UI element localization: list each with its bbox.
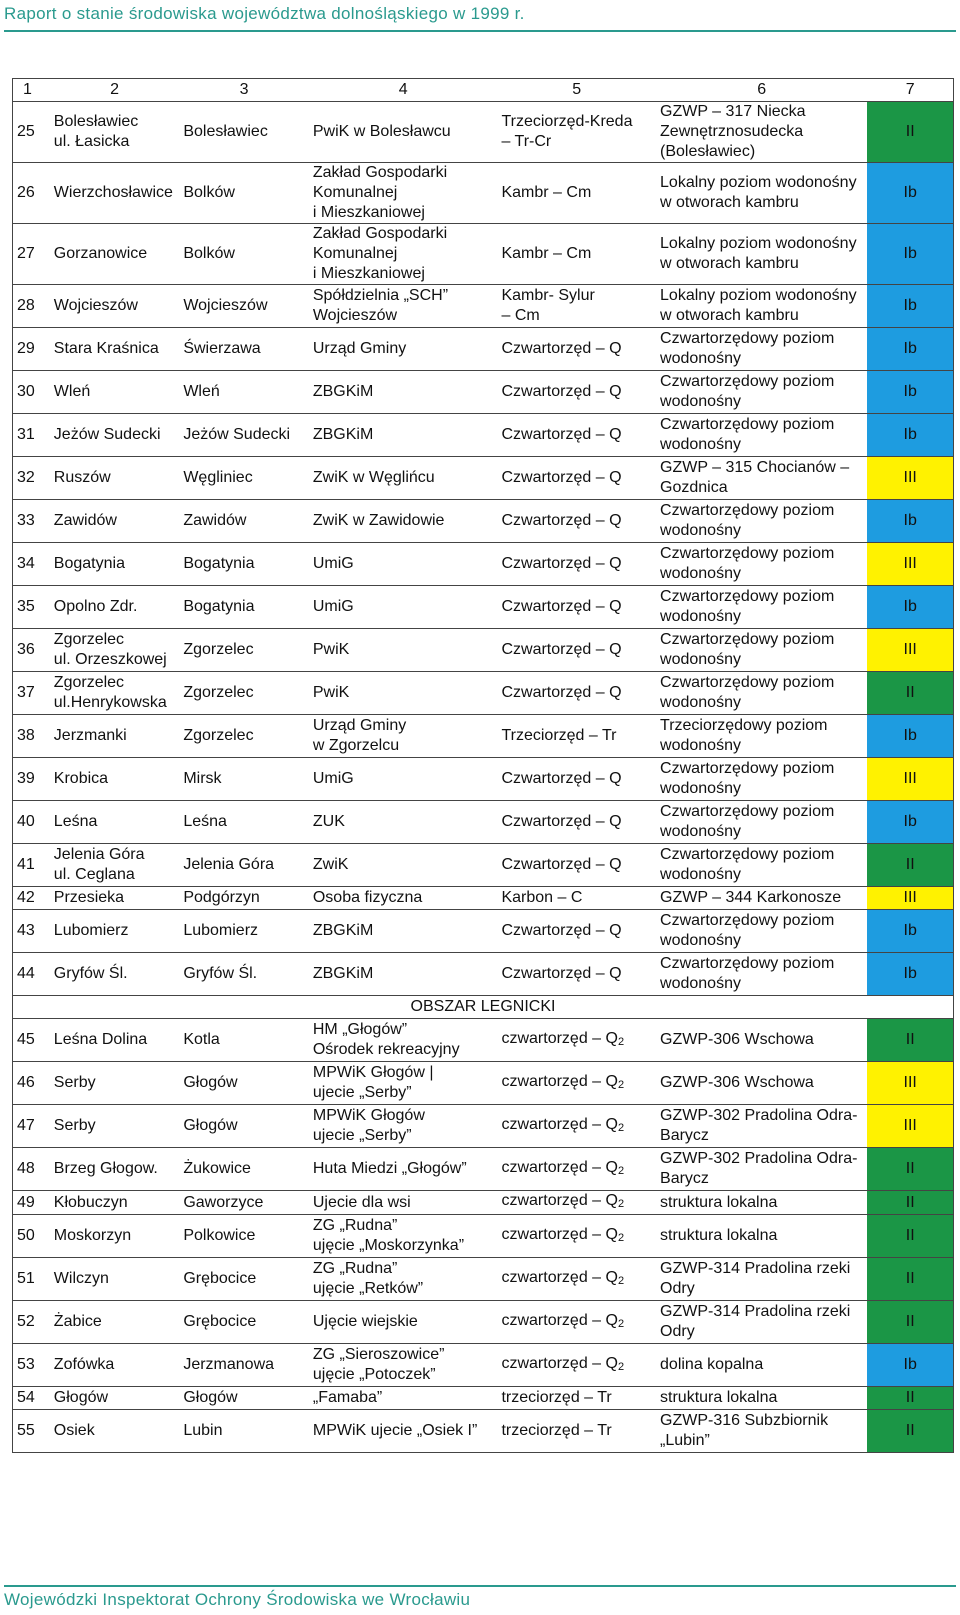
table-row <box>13 586 954 629</box>
municipality-cell: Głogów <box>179 1062 309 1105</box>
municipality-cell: Bolków <box>179 224 309 285</box>
class-cell: III <box>867 457 953 500</box>
stratigraphy-subscript: 2 <box>617 1317 625 1330</box>
row-number: 46 <box>13 1062 50 1105</box>
location-cell: Żabice <box>50 1301 180 1344</box>
stratigraphy-cell: Czwartorzęd – Q <box>497 629 656 672</box>
owner-cell: ZwiK w Zawidowie <box>309 500 498 543</box>
municipality-cell: Zgorzelec <box>179 715 309 758</box>
table-row <box>13 371 954 414</box>
row-number: 48 <box>13 1148 50 1191</box>
stratigraphy-subscript: 2 <box>617 1198 625 1210</box>
class-cell: Ib <box>867 953 953 996</box>
class-cell: III <box>867 887 953 910</box>
row-number: 34 <box>13 543 50 586</box>
location-cell: Zofówka <box>50 1344 180 1387</box>
class-cell: II <box>867 844 953 887</box>
owner-cell: ZwiK <box>309 844 498 887</box>
class-cell: II <box>867 672 953 715</box>
stratigraphy-subscript: 2 <box>617 1035 625 1048</box>
row-number: 43 <box>13 910 50 953</box>
aquifer-cell: Lokalny poziom wodonośny w otworach kambru <box>656 285 867 328</box>
owner-cell: Zakład Gospodarki Komunalnej i Mieszkaniowej <box>309 163 498 224</box>
location-cell: Jeżów Sudecki <box>50 414 180 457</box>
stratigraphy-cell: Kambr – Cm <box>497 224 656 285</box>
location-cell: Ruszów <box>50 457 180 500</box>
aquifer-cell: Czwartorzędowy poziom wodonośny <box>656 844 867 887</box>
table-row <box>13 887 954 910</box>
row-number: 31 <box>13 414 50 457</box>
owner-cell: ZG „Rudna” ujęcie „Retków” <box>309 1258 498 1301</box>
row-number: 27 <box>13 224 50 285</box>
owner-cell: MPWiK ujecie „Osiek I” <box>309 1410 498 1453</box>
row-number: 29 <box>13 328 50 371</box>
stratigraphy-cell: Kambr – Cm <box>497 163 656 224</box>
owner-cell: ZBGKiM <box>309 910 498 953</box>
stratigraphy-cell: trzeciorzęd – Tr <box>497 1410 656 1453</box>
aquifer-cell: Czwartorzędowy poziom wodonośny <box>656 328 867 371</box>
location-cell: Gorzanowice <box>50 224 180 285</box>
municipality-cell: Węgliniec <box>179 457 309 500</box>
stratigraphy-cell: Czwartorzęd – Q <box>497 672 656 715</box>
stratigraphy-cell: Karbon – C <box>497 887 656 910</box>
stratigraphy-subscript: 2 <box>617 1231 625 1244</box>
location-cell: Głogów <box>50 1387 180 1410</box>
class-cell: Ib <box>867 414 953 457</box>
row-number: 41 <box>13 844 50 887</box>
municipality-cell: Bolków <box>179 163 309 224</box>
stratigraphy-cell <box>497 1301 656 1344</box>
owner-cell: Ujecie dla wsi <box>309 1191 498 1215</box>
owner-cell: UmiG <box>309 758 498 801</box>
stratigraphy-cell <box>497 1215 656 1258</box>
municipality-cell: Zawidów <box>179 500 309 543</box>
stratigraphy-subscript: 2 <box>617 1121 625 1134</box>
aquifer-cell: Czwartorzędowy poziom wodonośny <box>656 543 867 586</box>
class-cell: III <box>867 1062 953 1105</box>
municipality-cell: Jelenia Góra <box>179 844 309 887</box>
municipality-cell: Kotla <box>179 1019 309 1062</box>
owner-cell: ZBGKiM <box>309 414 498 457</box>
class-cell: Ib <box>867 328 953 371</box>
owner-cell: Ujęcie wiejskie <box>309 1301 498 1344</box>
location-cell: Bolesławiec ul. Łasicka <box>50 102 180 163</box>
table-row <box>13 1191 954 1215</box>
location-cell: Wleń <box>50 371 180 414</box>
row-number: 30 <box>13 371 50 414</box>
aquifer-cell: Czwartorzędowy poziom wodonośny <box>656 672 867 715</box>
location-cell: Leśna Dolina <box>50 1019 180 1062</box>
location-cell: Serby <box>50 1062 180 1105</box>
municipality-cell: Bolesławiec <box>179 102 309 163</box>
stratigraphy-subscript: 2 <box>617 1360 625 1373</box>
aquifer-cell: Lokalny poziom wodonośny w otworach kambru <box>656 163 867 224</box>
class-cell: Ib <box>867 285 953 328</box>
municipality-cell: Głogów <box>179 1387 309 1410</box>
class-cell: Ib <box>867 224 953 285</box>
aquifer-cell: Czwartorzędowy poziom wodonośny <box>656 953 867 996</box>
owner-cell: Huta Miedzi „Głogów” <box>309 1148 498 1191</box>
class-cell: II <box>867 1258 953 1301</box>
table-row <box>13 1148 954 1191</box>
row-number: 51 <box>13 1258 50 1301</box>
municipality-cell: Głogów <box>179 1105 309 1148</box>
municipality-cell: Świerzawa <box>179 328 309 371</box>
municipality-cell: Żukowice <box>179 1148 309 1191</box>
table-row <box>13 500 954 543</box>
row-number: 39 <box>13 758 50 801</box>
aquifer-cell: GZWP-302 Pradolina Odra- Barycz <box>656 1148 867 1191</box>
class-cell: II <box>867 102 953 163</box>
stratigraphy-text: czwartorzęd – Q <box>501 1115 618 1133</box>
footer-divider <box>4 1585 956 1587</box>
table-row <box>13 1387 954 1410</box>
row-number: 28 <box>13 285 50 328</box>
stratigraphy-cell <box>497 1148 656 1191</box>
owner-cell: PwiK <box>309 629 498 672</box>
municipality-cell: Gryfów Śl. <box>179 953 309 996</box>
row-number: 36 <box>13 629 50 672</box>
column-number: 2 <box>50 79 180 102</box>
aquifer-cell: Czwartorzędowy poziom wodonośny <box>656 586 867 629</box>
class-cell: Ib <box>867 801 953 844</box>
region-header-row <box>13 996 954 1019</box>
municipality-cell: Gaworzyce <box>179 1191 309 1215</box>
location-cell: Wierzchosławice <box>50 163 180 224</box>
stratigraphy-subscript: 2 <box>617 1164 625 1177</box>
aquifer-cell: Czwartorzędowy poziom wodonośny <box>656 801 867 844</box>
stratigraphy-cell: Czwartorzęd – Q <box>497 844 656 887</box>
class-cell: Ib <box>867 586 953 629</box>
row-number: 49 <box>13 1191 50 1215</box>
municipality-cell: Podgórzyn <box>179 887 309 910</box>
aquifer-cell: Trzeciorzędowy poziom wodonośny <box>656 715 867 758</box>
owner-cell: Zakład Gospodarki Komunalnej i Mieszkaniowej <box>309 224 498 285</box>
owner-cell: ZG „Rudna” ujęcie „Moskorzynka” <box>309 1215 498 1258</box>
location-cell: Zgorzelec ul.Henrykowska <box>50 672 180 715</box>
column-number: 5 <box>497 79 656 102</box>
location-cell: Zgorzelec ul. Orzeszkowej <box>50 629 180 672</box>
location-cell: Gryfów Śl. <box>50 953 180 996</box>
class-cell: II <box>867 1215 953 1258</box>
municipality-cell: Polkowice <box>179 1215 309 1258</box>
municipality-cell: Zgorzelec <box>179 672 309 715</box>
stratigraphy-text: czwartorzęd – Q <box>501 1158 618 1176</box>
table-body <box>13 79 954 1453</box>
class-cell: Ib <box>867 715 953 758</box>
class-cell: Ib <box>867 163 953 224</box>
municipality-cell: Wleń <box>179 371 309 414</box>
class-cell: II <box>867 1191 953 1215</box>
row-number: 37 <box>13 672 50 715</box>
stratigraphy-text: czwartorzęd – Q <box>501 1192 618 1209</box>
aquifer-cell: GZWP-314 Pradolina rzeki Odry <box>656 1258 867 1301</box>
owner-cell: PwiK w Bolesławcu <box>309 102 498 163</box>
owner-cell: Osoba fizyczna <box>309 887 498 910</box>
aquifer-cell: struktura lokalna <box>656 1191 867 1215</box>
row-number: 50 <box>13 1215 50 1258</box>
owner-cell: Urząd Gminy <box>309 328 498 371</box>
municipality-cell: Bogatynia <box>179 543 309 586</box>
column-number: 3 <box>179 79 309 102</box>
row-number: 45 <box>13 1019 50 1062</box>
class-cell: Ib <box>867 371 953 414</box>
region-title: OBSZAR LEGNICKI <box>13 996 954 1019</box>
owner-cell: ZUK <box>309 801 498 844</box>
owner-cell: ZG „Sieroszowice” ujęcie „Potoczek” <box>309 1344 498 1387</box>
municipality-cell: Bogatynia <box>179 586 309 629</box>
owner-cell: MPWiK Głogów ujecie „Serby” <box>309 1105 498 1148</box>
municipality-cell: Grębocice <box>179 1258 309 1301</box>
stratigraphy-cell: Czwartorzęd – Q <box>497 371 656 414</box>
aquifer-cell: GZWP-314 Pradolina rzeki Odry <box>656 1301 867 1344</box>
table-row <box>13 672 954 715</box>
owner-cell: ZBGKiM <box>309 953 498 996</box>
page-header-title: Raport o stanie środowiska województwa dolnośląskiego w 1999 r. <box>4 4 525 23</box>
aquifer-cell: struktura lokalna <box>656 1387 867 1410</box>
class-cell: III <box>867 543 953 586</box>
stratigraphy-text: czwartorzęd – Q <box>501 1354 618 1372</box>
table-row <box>13 224 954 285</box>
location-cell: Opolno Zdr. <box>50 586 180 629</box>
class-cell: Ib <box>867 1344 953 1387</box>
table-row <box>13 1301 954 1344</box>
intake-table <box>12 78 954 1453</box>
row-number: 25 <box>13 102 50 163</box>
stratigraphy-cell: Czwartorzęd – Q <box>497 457 656 500</box>
stratigraphy-cell: Trzeciorzęd – Tr <box>497 715 656 758</box>
stratigraphy-cell <box>497 1191 656 1215</box>
header-divider <box>4 30 956 32</box>
class-cell: II <box>867 1301 953 1344</box>
table-row <box>13 285 954 328</box>
stratigraphy-subscript: 2 <box>617 1274 625 1287</box>
owner-cell: HM „Głogów” Ośrodek rekreacyjny <box>309 1019 498 1062</box>
column-number: 6 <box>656 79 867 102</box>
row-number: 38 <box>13 715 50 758</box>
owner-cell: Urząd Gminy w Zgorzelcu <box>309 715 498 758</box>
stratigraphy-cell: Czwartorzęd – Q <box>497 328 656 371</box>
column-number: 7 <box>867 79 953 102</box>
owner-cell: Spółdzielnia „SCH” Wojcieszów <box>309 285 498 328</box>
class-cell: III <box>867 629 953 672</box>
aquifer-cell: GZWP – 315 Chocianów – Gozdnica <box>656 457 867 500</box>
aquifer-cell: GZWP – 317 Niecka Zewnętrznosudecka (Bolesławiec) <box>656 102 867 163</box>
page-footer-text: Wojewódzki Inspektorat Ochrony Środowiska we Wrocławiu <box>4 1590 471 1609</box>
row-number: 52 <box>13 1301 50 1344</box>
location-cell: Jelenia Góra ul. Ceglana <box>50 844 180 887</box>
municipality-cell: Wojcieszów <box>179 285 309 328</box>
aquifer-cell: dolina kopalna <box>656 1344 867 1387</box>
stratigraphy-cell: Czwartorzęd – Q <box>497 953 656 996</box>
column-number-row <box>13 79 954 102</box>
row-number: 47 <box>13 1105 50 1148</box>
table-row <box>13 1105 954 1148</box>
aquifer-cell: GZWP-302 Pradolina Odra- Barycz <box>656 1105 867 1148</box>
aquifer-cell: struktura lokalna <box>656 1215 867 1258</box>
municipality-cell: Lubomierz <box>179 910 309 953</box>
class-cell: II <box>867 1410 953 1453</box>
location-cell: Wilczyn <box>50 1258 180 1301</box>
table-row <box>13 758 954 801</box>
stratigraphy-cell <box>497 1062 656 1105</box>
class-cell: II <box>867 1148 953 1191</box>
table-row <box>13 457 954 500</box>
stratigraphy-subscript: 2 <box>617 1078 625 1091</box>
location-cell: Moskorzyn <box>50 1215 180 1258</box>
stratigraphy-cell <box>497 1344 656 1387</box>
table-row <box>13 953 954 996</box>
aquifer-cell: Lokalny poziom wodonośny w otworach kambru <box>656 224 867 285</box>
stratigraphy-text: czwartorzęd – Q <box>501 1268 618 1286</box>
stratigraphy-cell: Kambr- Sylur – Cm <box>497 285 656 328</box>
class-cell: Ib <box>867 500 953 543</box>
table-row <box>13 1258 954 1301</box>
class-cell: III <box>867 758 953 801</box>
table-row <box>13 715 954 758</box>
stratigraphy-cell <box>497 1105 656 1148</box>
class-cell: Ib <box>867 910 953 953</box>
aquifer-cell: Czwartorzędowy poziom wodonośny <box>656 910 867 953</box>
owner-cell: UmiG <box>309 586 498 629</box>
row-number: 55 <box>13 1410 50 1453</box>
row-number: 32 <box>13 457 50 500</box>
location-cell: Serby <box>50 1105 180 1148</box>
column-number: 1 <box>13 79 50 102</box>
stratigraphy-cell: Czwartorzęd – Q <box>497 586 656 629</box>
class-cell: II <box>867 1019 953 1062</box>
municipality-cell: Grębocice <box>179 1301 309 1344</box>
municipality-cell: Lubin <box>179 1410 309 1453</box>
table-row <box>13 163 954 224</box>
location-cell: Zawidów <box>50 500 180 543</box>
table-row <box>13 1062 954 1105</box>
location-cell: Kłobuczyn <box>50 1191 180 1215</box>
aquifer-cell: Czwartorzędowy poziom wodonośny <box>656 500 867 543</box>
location-cell: Krobica <box>50 758 180 801</box>
location-cell: Osiek <box>50 1410 180 1453</box>
location-cell: Brzeg Głogow. <box>50 1148 180 1191</box>
stratigraphy-cell: trzeciorzęd – Tr <box>497 1387 656 1410</box>
municipality-cell: Mirsk <box>179 758 309 801</box>
stratigraphy-text: czwartorzęd – Q <box>501 1029 618 1047</box>
stratigraphy-cell <box>497 1258 656 1301</box>
table-row <box>13 414 954 457</box>
stratigraphy-cell: Czwartorzęd – Q <box>497 801 656 844</box>
stratigraphy-cell: Czwartorzęd – Q <box>497 910 656 953</box>
stratigraphy-text: czwartorzęd – Q <box>501 1072 618 1090</box>
aquifer-cell: GZWP-306 Wschowa <box>656 1019 867 1062</box>
location-cell: Leśna <box>50 801 180 844</box>
location-cell: Jerzmanki <box>50 715 180 758</box>
municipality-cell: Jerzmanowa <box>179 1344 309 1387</box>
table-row <box>13 629 954 672</box>
municipality-cell: Leśna <box>179 801 309 844</box>
location-cell: Wojcieszów <box>50 285 180 328</box>
class-cell: III <box>867 1105 953 1148</box>
owner-cell: ZwiK w Węglińcu <box>309 457 498 500</box>
owner-cell: „Famaba” <box>309 1387 498 1410</box>
location-cell: Bogatynia <box>50 543 180 586</box>
aquifer-cell: GZWP – 344 Karkonosze <box>656 887 867 910</box>
row-number: 26 <box>13 163 50 224</box>
table-row <box>13 543 954 586</box>
location-cell: Przesieka <box>50 887 180 910</box>
stratigraphy-cell: Trzeciorzęd-Kreda – Tr-Cr <box>497 102 656 163</box>
aquifer-cell: Czwartorzędowy poziom wodonośny <box>656 414 867 457</box>
municipality-cell: Zgorzelec <box>179 629 309 672</box>
aquifer-cell: GZWP-306 Wschowa <box>656 1062 867 1105</box>
row-number: 33 <box>13 500 50 543</box>
owner-cell: ZBGKiM <box>309 371 498 414</box>
row-number: 42 <box>13 887 50 910</box>
aquifer-cell: Czwartorzędowy poziom wodonośny <box>656 758 867 801</box>
aquifer-cell: Czwartorzędowy poziom wodonośny <box>656 629 867 672</box>
owner-cell: MPWiK Głogów | ujecie „Serby” <box>309 1062 498 1105</box>
stratigraphy-text: czwartorzęd – Q <box>501 1225 618 1243</box>
municipality-cell: Jeżów Sudecki <box>179 414 309 457</box>
stratigraphy-text: czwartorzęd – Q <box>501 1311 618 1329</box>
aquifer-cell: Czwartorzędowy poziom wodonośny <box>656 371 867 414</box>
class-cell: II <box>867 1387 953 1410</box>
aquifer-cell: GZWP-316 Subzbiornik „Lubin” <box>656 1410 867 1453</box>
table-row <box>13 1019 954 1062</box>
stratigraphy-cell: Czwartorzęd – Q <box>497 414 656 457</box>
stratigraphy-cell: Czwartorzęd – Q <box>497 758 656 801</box>
table-row <box>13 844 954 887</box>
row-number: 54 <box>13 1387 50 1410</box>
row-number: 40 <box>13 801 50 844</box>
stratigraphy-cell: Czwartorzęd – Q <box>497 543 656 586</box>
table-row <box>13 910 954 953</box>
column-number: 4 <box>309 79 498 102</box>
stratigraphy-cell: Czwartorzęd – Q <box>497 500 656 543</box>
table-row <box>13 1215 954 1258</box>
row-number: 44 <box>13 953 50 996</box>
table-row <box>13 801 954 844</box>
owner-cell: UmiG <box>309 543 498 586</box>
stratigraphy-cell <box>497 1019 656 1062</box>
location-cell: Lubomierz <box>50 910 180 953</box>
table-row <box>13 102 954 163</box>
table-row <box>13 1344 954 1387</box>
table-row <box>13 1410 954 1453</box>
location-cell: Stara Kraśnica <box>50 328 180 371</box>
owner-cell: PwiK <box>309 672 498 715</box>
row-number: 35 <box>13 586 50 629</box>
row-number: 53 <box>13 1344 50 1387</box>
table-row <box>13 328 954 371</box>
